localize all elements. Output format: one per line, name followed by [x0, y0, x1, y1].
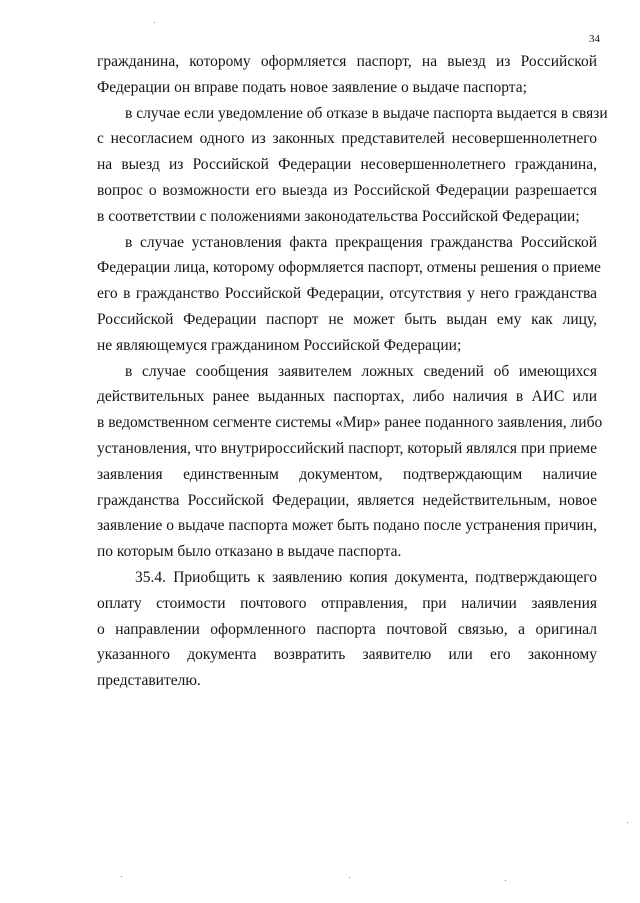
text-line: о направлении оформленного паспорта почтовой связью, а оригинал: [97, 620, 597, 638]
paragraph-false-information: [97, 359, 603, 565]
text-line: гражданина, которому оформляется паспорт, на выезд из Российской: [97, 53, 597, 70]
scan-speck: [349, 877, 350, 878]
text-line: оплату стоимости почтового отправления, при наличии заявления: [97, 594, 597, 612]
paragraph-section-35-4: [97, 565, 597, 694]
text-line: на выезд из Российской Федерации несовершеннолетнего гражданина,: [97, 156, 597, 174]
text-line: заявления единственным документом, подтверждающим наличие: [97, 465, 597, 483]
paragraph-guardian-disagreement: [97, 101, 608, 230]
text-line: по которым было отказано в выдаче паспорта.: [97, 543, 402, 561]
text-line: 35.4. Приобщить к заявлению копия документа, подтверждающего: [135, 568, 597, 586]
text-line: вопрос о возможности его выезда из Российской Федерации разрешается: [97, 181, 597, 199]
scan-speck: [627, 822, 628, 823]
scan-speck: [121, 876, 122, 877]
text-line: в случае если уведомление об отказе в выдаче паспорта выдается в связи: [125, 104, 608, 122]
text-line: с несогласием одного из законных представителей несовершеннолетнего: [97, 130, 597, 148]
text-line: в случае установления факта прекращения гражданства Российской: [125, 233, 597, 251]
text-line: Федерации лица, которому оформляется паспорт, отмены решения о приеме: [97, 259, 601, 277]
paragraph-refiling-right: [97, 49, 597, 101]
document-body: [97, 49, 608, 694]
text-line: в соответствии с положениями законодательства Российской Федерации;: [97, 207, 580, 225]
text-line: представителю.: [97, 672, 201, 690]
text-line: действительных ранее выданных паспортах, либо наличия в АИС или: [97, 388, 597, 406]
text-line: в ведомственном сегменте системы «Мир» ранее поданного заявления, либо: [97, 414, 603, 432]
paragraph-citizenship-termination: [97, 230, 601, 359]
page-number: 34: [589, 33, 600, 45]
text-line: его в гражданство Российской Федерации, отсутствия у него гражданства: [97, 285, 597, 303]
text-line: указанного документа возвратить заявителю или его законному: [97, 646, 597, 664]
text-line: Российской Федерации паспорт не может быть выдан ему как лицу,: [97, 310, 597, 328]
scan-speck: [154, 22, 155, 23]
text-line: заявление о выдаче паспорта может быть подано после устранения причин,: [97, 517, 597, 535]
text-line: не являющемуся гражданином Российской Федерации;: [97, 336, 462, 354]
text-line: установления, что внутрироссийский паспорт, который являлся при приеме: [97, 439, 597, 457]
text-line: Федерации он вправе подать новое заявление о выдаче паспорта;: [97, 78, 527, 96]
scan-speck: [505, 880, 506, 881]
text-line: гражданства Российской Федерации, является недействительным, новое: [97, 491, 597, 509]
text-line: в случае сообщения заявителем ложных сведений об имеющихся: [125, 362, 597, 380]
